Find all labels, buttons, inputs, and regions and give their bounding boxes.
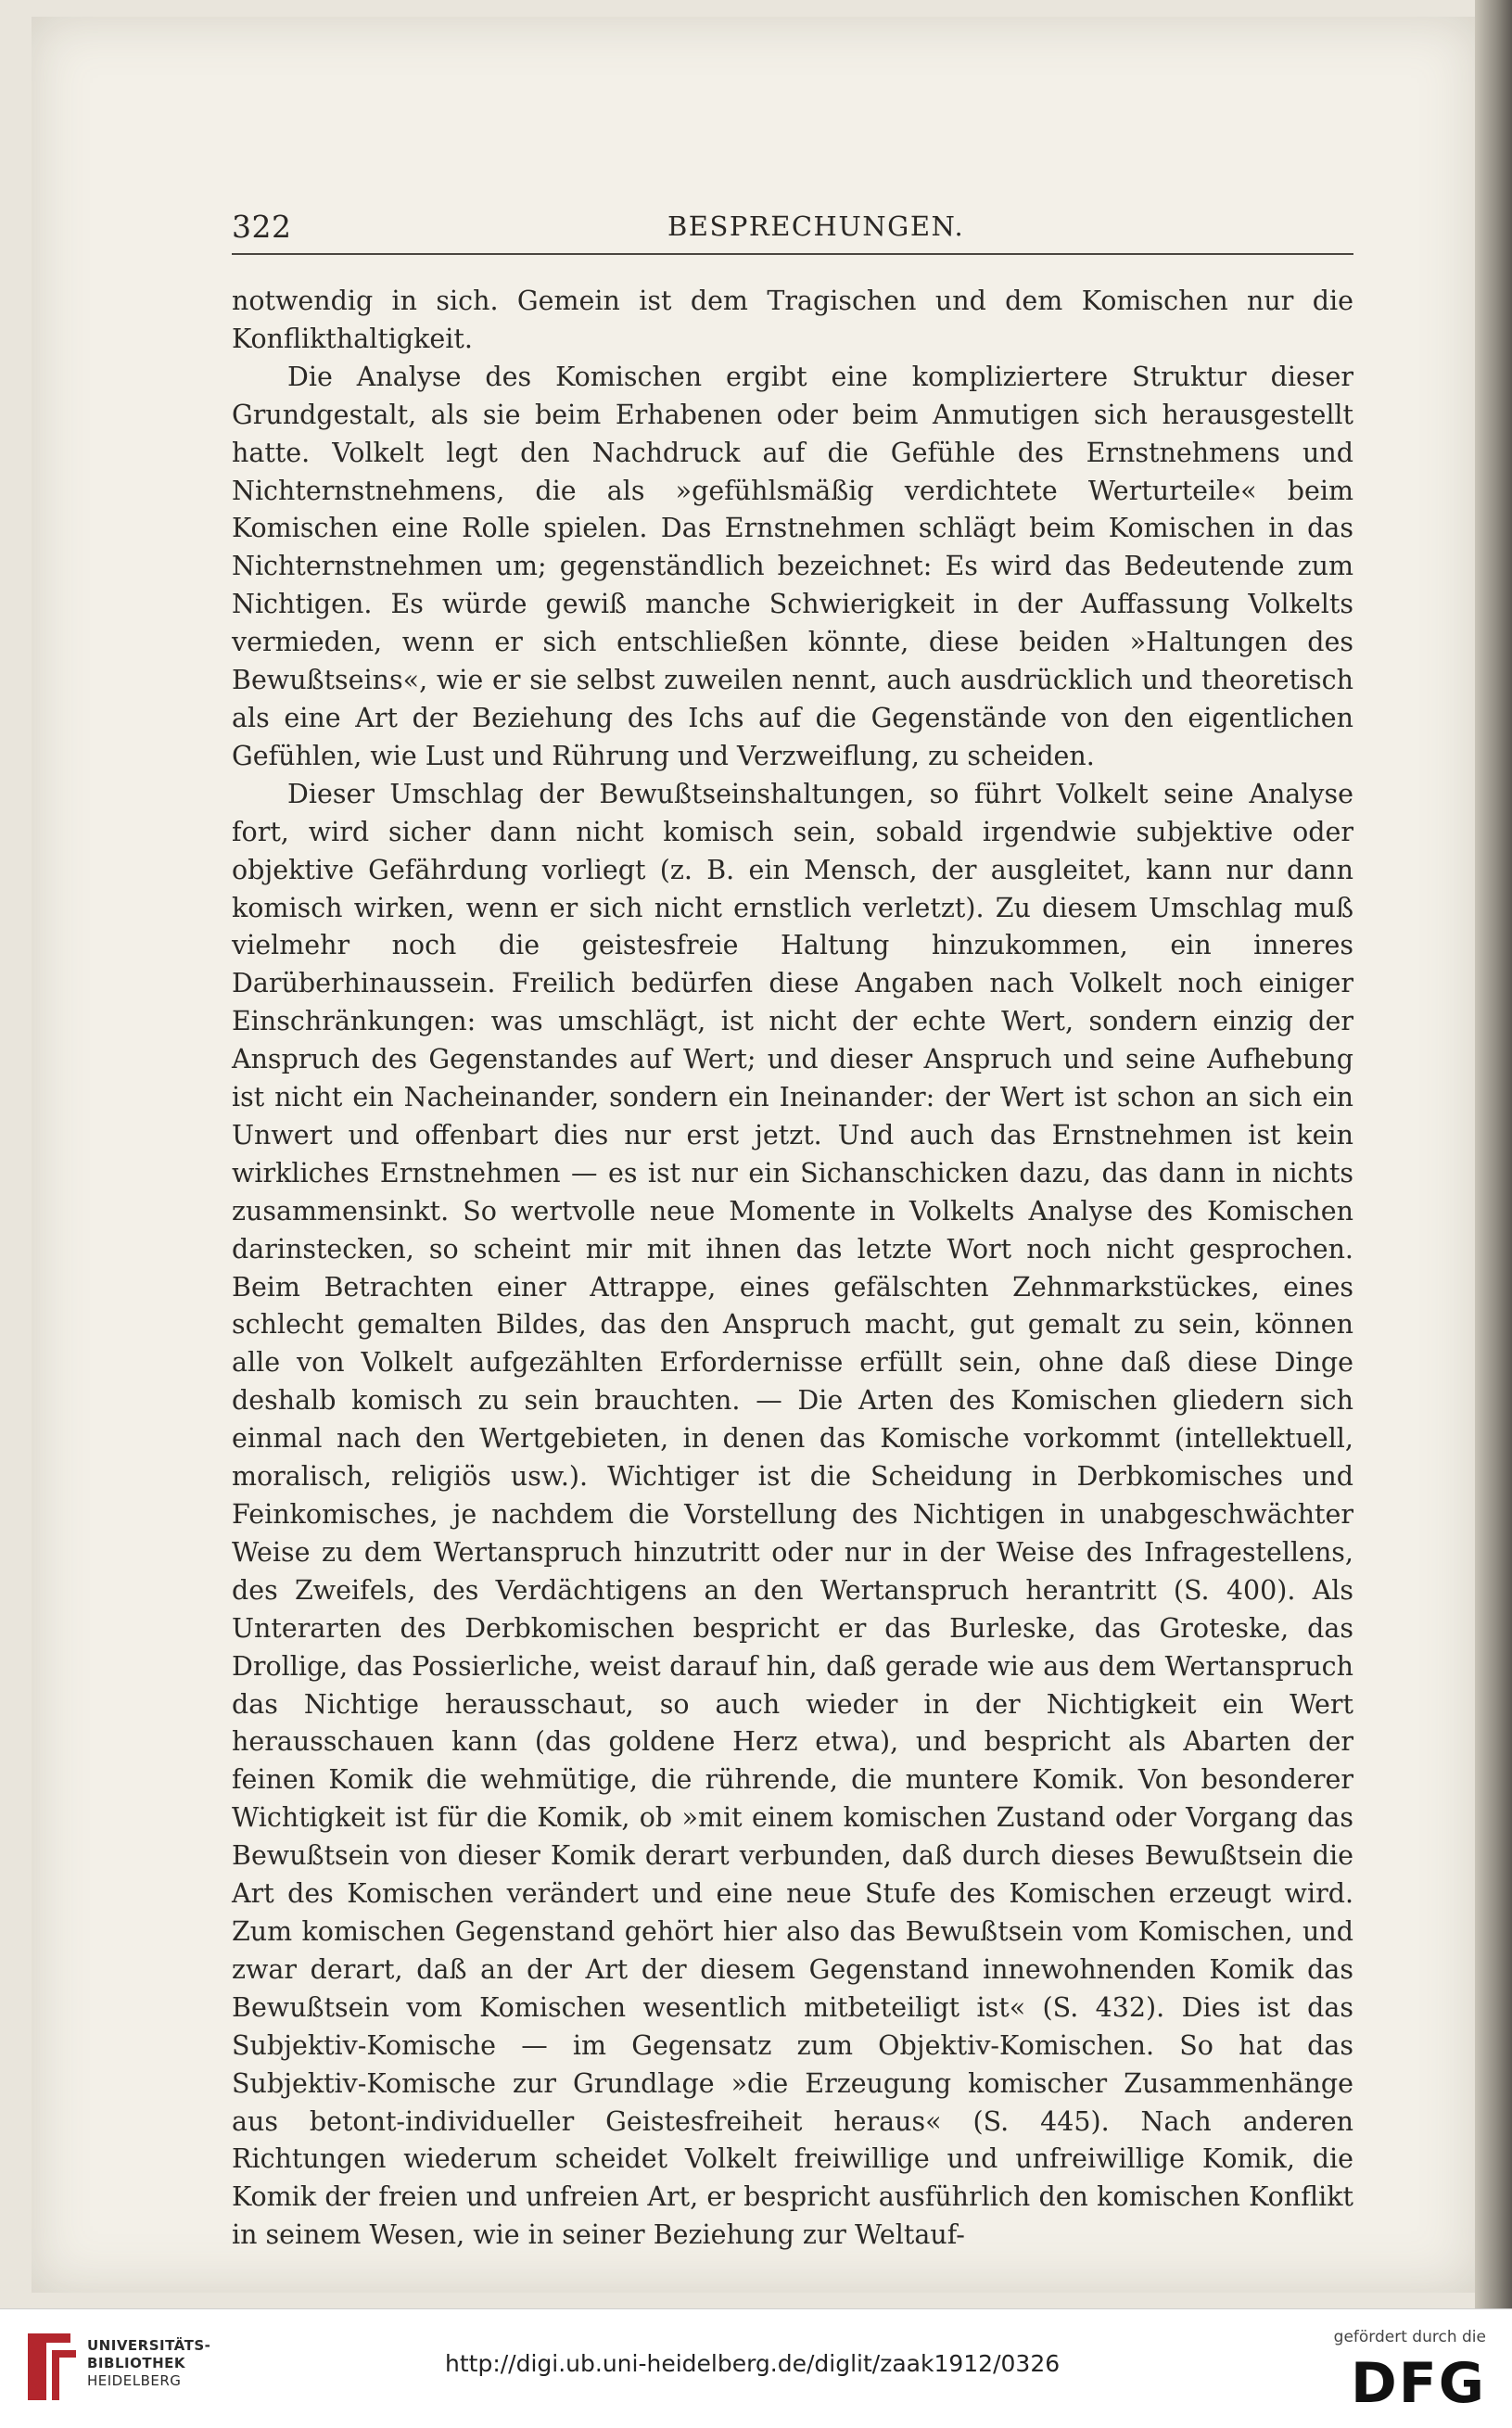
running-head: BESPRECHUNGEN.: [667, 210, 965, 242]
library-line-3: HEIDELBERG: [87, 2372, 182, 2389]
page-header: [232, 209, 1353, 255]
footer-bar: [0, 2308, 1512, 2428]
page-number: 322: [232, 209, 292, 245]
permalink-url[interactable]: http://digi.ub.uni-heidelberg.de/diglit/zaak1912/0326: [445, 2350, 1061, 2377]
library-line-1: UNIVERSITÄTS-: [87, 2337, 211, 2354]
body-text: [232, 283, 1353, 2255]
paragraph-2: Die Analyse des Komischen ergibt eine kompliziertere Struktur dieser Grundgestalt, als sie beim Erhabenen oder beim Anmutigen sich herausgestellt hatte. Volkelt legt den Nachdruck auf die Gefühle des Ernstnehmens und Nichternstnehmens, die als »gefühlsmäßig verdichtete Werturteile« beim Komischen eine Rolle spielen. Das Ernstnehmen schlägt beim Komischen in das Nichternstnehmen um; gegenständlich bezeichnet: Es wird das Bedeutende zum Nichtigen. Es würde gewiß manche Schwierigkeit in der Auffassung Volkelts vermieden, wenn er sich entschließen könnte, diese beiden »Haltungen des Bewußtseins«, wie er sie selbst zuweilen nennt, auch ausdrücklich und theoretisch als eine Art der Beziehung des Ichs auf die Gegenstände von den eigentlichen Gefühlen, wie Lust und Rührung und Verzweiflung, zu scheiden.: [232, 361, 1353, 771]
library-line-2: BIBLIOTHEK: [87, 2355, 185, 2371]
dfg-logo: DFG: [1350, 2351, 1486, 2416]
paragraph-3: Dieser Umschlag der Bewußtseinshaltungen, so führt Volkelt seine Analyse fort, wird sicher dann nicht komisch sein, sobald irgendwie subjektive oder objektive Gefährdung vorliegt (z. B. ein Mensch, der ausgleitet, kann nur dann komisch wirken, wenn er sich nicht ernstlich verletzt). Zu diesem Umschlag muß vielmehr noch die geistesfreie Haltung hinzukommen, ein inneres Darüberhinaussein. Freilich bedürfen diese Angaben nach Volkelt noch einiger Einschränkungen: was umschlägt, ist nicht der echte Wert, sondern einzig der Anspruch des Gegenstandes auf Wert; und dieser Anspruch und seine Aufhebung ist nicht ein Nacheinander, sondern ein Ineinander: der Wert ist schon an sich ein Unwert und offenbart dies nur erst jetzt. Und auch das Ernstnehmen ist kein wirkliches Ernstnehmen — es ist nur ein Sichanschicken dazu, das dann in nichts zusammensinkt. So wertvolle neue Momente in Volkelts Analyse des Komischen darinstecken, so scheint mir mit ihnen das letzte Wort noch nicht gesprochen. Beim Betrachten einer Attrappe, eines gefälschten Zehnmarkstückes, eines schlecht gemalten Bildes, das den Anspruch macht, gut gemalt zu sein, können alle von Volkelt aufgezählten Erfordernisse erfüllt sein, ohne daß diese Dinge deshalb komisch zu sein brauchten. — Die Arten des Komischen gliedern sich einmal nach den Wertgebieten, in denen das Komische vorkommt (intellektuell, moralisch, religiös usw.). Wichtiger ist die Scheidung in Derbkomisches und Feinkomisches, je nachdem die Vorstellung des Nichtigen in unabgeschwächter Weise zu dem Wertanspruch hinzutritt oder nur in der Weise des Infragestellens, des Zweifels, des Verdächtigens an den Wertanspruch herantritt (S. 400). Als Unterarten des Derbkomischen bespricht er das Burleske, das Groteske, das Drollige, das Possierliche, weist darauf hin, daß gerade wie aus dem Wertanspruch das Nichtige herausschaut, so auch wieder in der Nichtigkeit ein Wert herausschauen kann (das goldene Herz etwa), und bespricht als Abarten der feinen Komik die wehmütige, die rührende, die muntere Komik. Von besonderer Wichtigkeit ist für die Komik, ob »mit einem komischen Zustand oder Vorgang das Bewußtsein von dieser Komik derart verbunden, daß durch dieses Bewußtsein die Art des Komischen verändert und eine neue Stufe des Komischen erzeugt wird. Zum komischen Gegenstand gehört hier also das Bewußtsein vom Komischen, und zwar derart, daß an der Art der diesem Gegenstand innewohnenden Komik das Bewußtsein vom Komischen wesentlich mitbeteiligt ist« (S. 432). Dies ist das Subjektiv-Komische — im Gegensatz zum Objektiv-Komischen. So hat das Subjektiv-Komische zur Grundlage »die Erzeugung komischer Zusammenhänge aus betont-individueller Geistesfreiheit heraus« (S. 445). Nach anderen Richtungen wiederum scheidet Volkelt freiwillige und unfreiwillige Komik, die Komik der freien und unfreien Art, er bespricht ausführlich den komischen Konflikt in seinem Wesen, wie in seiner Beziehung zur Weltauf-: [232, 778, 1353, 2251]
ub-heidelberg-logo-icon: [24, 2330, 80, 2404]
funding-caption: gefördert durch die: [1333, 2328, 1486, 2346]
library-name: [87, 2337, 210, 2390]
paragraph-1: notwendig in sich. Gemein ist dem Tragischen und dem Komischen nur die Konflikthaltigkeit.: [232, 286, 1353, 354]
book-edge: [1475, 0, 1512, 2308]
